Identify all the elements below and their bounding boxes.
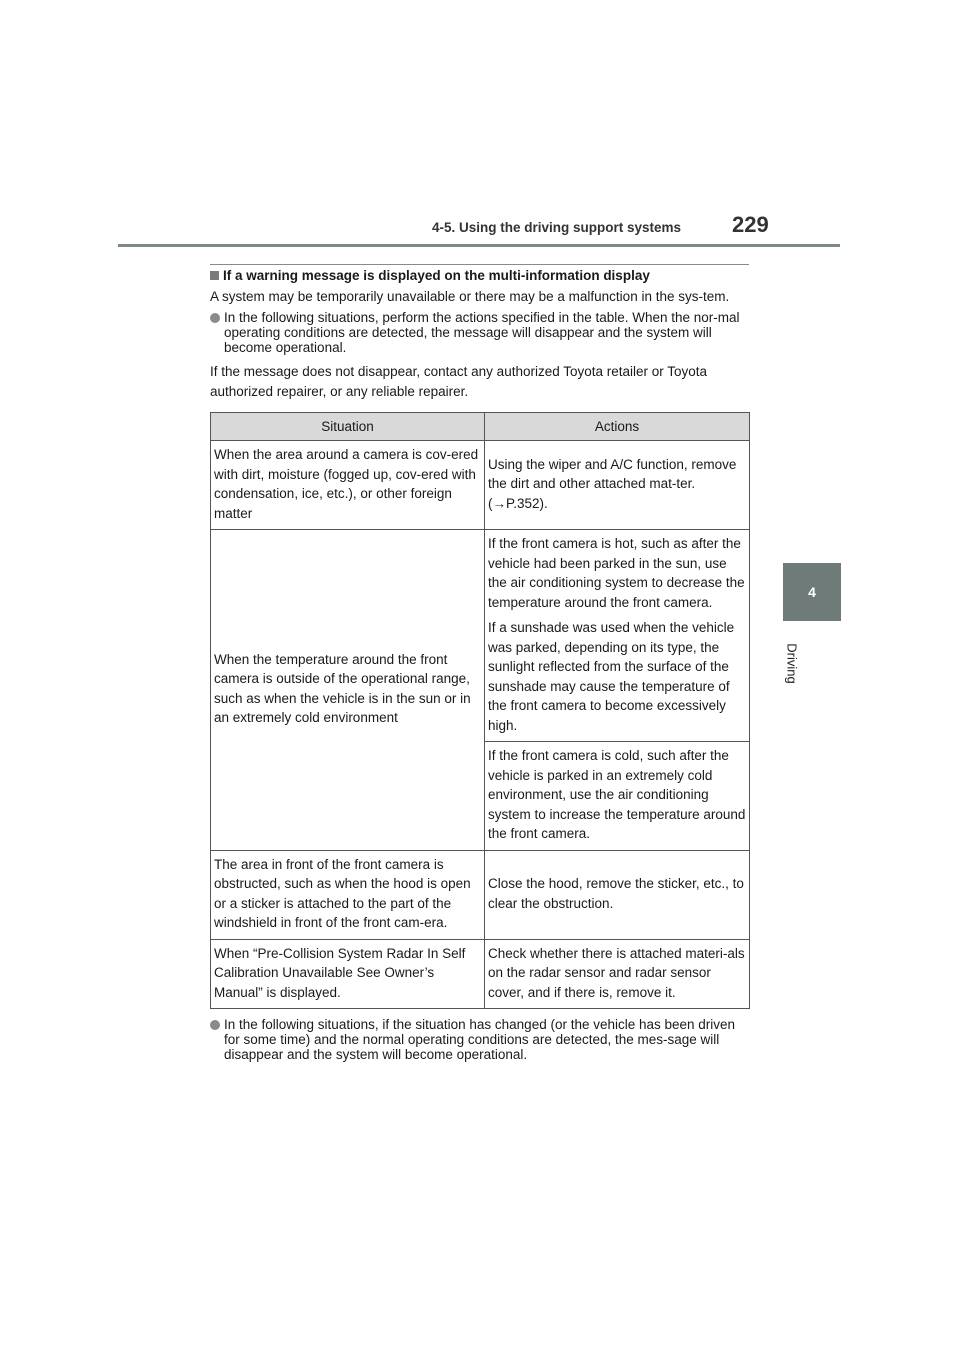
bullet-item xyxy=(210,310,750,355)
circle-bullet-icon xyxy=(210,313,220,323)
situation-cell: When “Pre-Collision System Radar In Self Calibration Unavailable See Owner’s Manual” is displayed. xyxy=(211,939,485,1009)
action-cell: If the front camera is cold, such after the vehicle is parked in an extremely cold environment, use the air conditioning system to increase the temperature around the front camera. xyxy=(485,742,750,851)
header-divider xyxy=(118,244,840,247)
situation-cell: When the area around a camera is cov-ered with dirt, moisture (fogged up, cov-ered with condensation, ice, etc.), or other foreign matter xyxy=(211,441,485,530)
situation-cell: When the temperature around the front camera is outside of the operational range, such as when the vehicle is in the sun or in an extremely cold environment xyxy=(211,530,485,851)
situations-table xyxy=(210,412,750,1009)
bullet-text: In the following situations, if the situation has changed (or the vehicle has been driven for some time) and the normal operating conditions are detected, the mes-sage will disappear and the system will become operational. xyxy=(224,1017,736,1062)
bullet-item xyxy=(210,1017,750,1062)
action-cell: Using the wiper and A/C function, remove the dirt and other attached mat-ter. (→P.352). xyxy=(485,441,750,530)
content xyxy=(210,268,750,1069)
table-header-row xyxy=(211,413,750,441)
square-bullet-icon xyxy=(210,271,219,280)
bullet-text: In the following situations, perform the actions specified in the table. When the nor-mal operating conditions are detected, the message will disappear and the system will become operational. xyxy=(224,310,740,355)
chapter-tab[interactable] xyxy=(783,563,841,621)
situation-cell: The area in front of the front camera is obstructed, such as when the hood is open or a sticker is attached to the part of the windshield in front of the front cam-era. xyxy=(211,850,485,939)
action-text: If a sunshade was used when the vehicle was parked, depending on its type, the sunlight reflected from the surface of the sunshade may cause the temperature of the front camera to become excessively high. xyxy=(488,620,735,733)
intro-paragraph: A system may be temporarily unavailable or there may be a malfunction in the sys-tem. xyxy=(210,289,730,304)
section-heading-text: If a warning message is displayed on the multi-information display xyxy=(223,268,650,283)
chapter-label: Driving xyxy=(784,643,800,684)
table-row xyxy=(211,939,750,1009)
column-header-situation: Situation xyxy=(211,413,485,441)
action-cell: Check whether there is attached materi-als on the radar sensor and radar sensor cover, and if there is, remove it. xyxy=(485,939,750,1009)
action-text: If the front camera is hot, such as after the vehicle had been parked in the sun, use the air conditioning system to decrease the temperature around the front camera. xyxy=(488,536,745,610)
content-divider xyxy=(210,264,749,265)
action-cell: Close the hood, remove the sticker, etc., to clear the obstruction. xyxy=(485,850,750,939)
table-row xyxy=(211,441,750,530)
table-row xyxy=(211,530,750,742)
chapter-number: 4 xyxy=(808,584,816,600)
action-cell xyxy=(485,530,750,742)
table-row xyxy=(211,850,750,939)
column-header-actions: Actions xyxy=(485,413,750,441)
section-heading xyxy=(210,268,750,283)
section-title: 4-5. Using the driving support systems xyxy=(432,220,682,235)
page-number: 229 xyxy=(732,212,769,237)
contact-paragraph: If the message does not disappear, contact any authorized Toyota retailer or Toyota authorized repairer, or any reliable repairer. xyxy=(210,364,708,399)
circle-bullet-icon xyxy=(210,1020,220,1030)
